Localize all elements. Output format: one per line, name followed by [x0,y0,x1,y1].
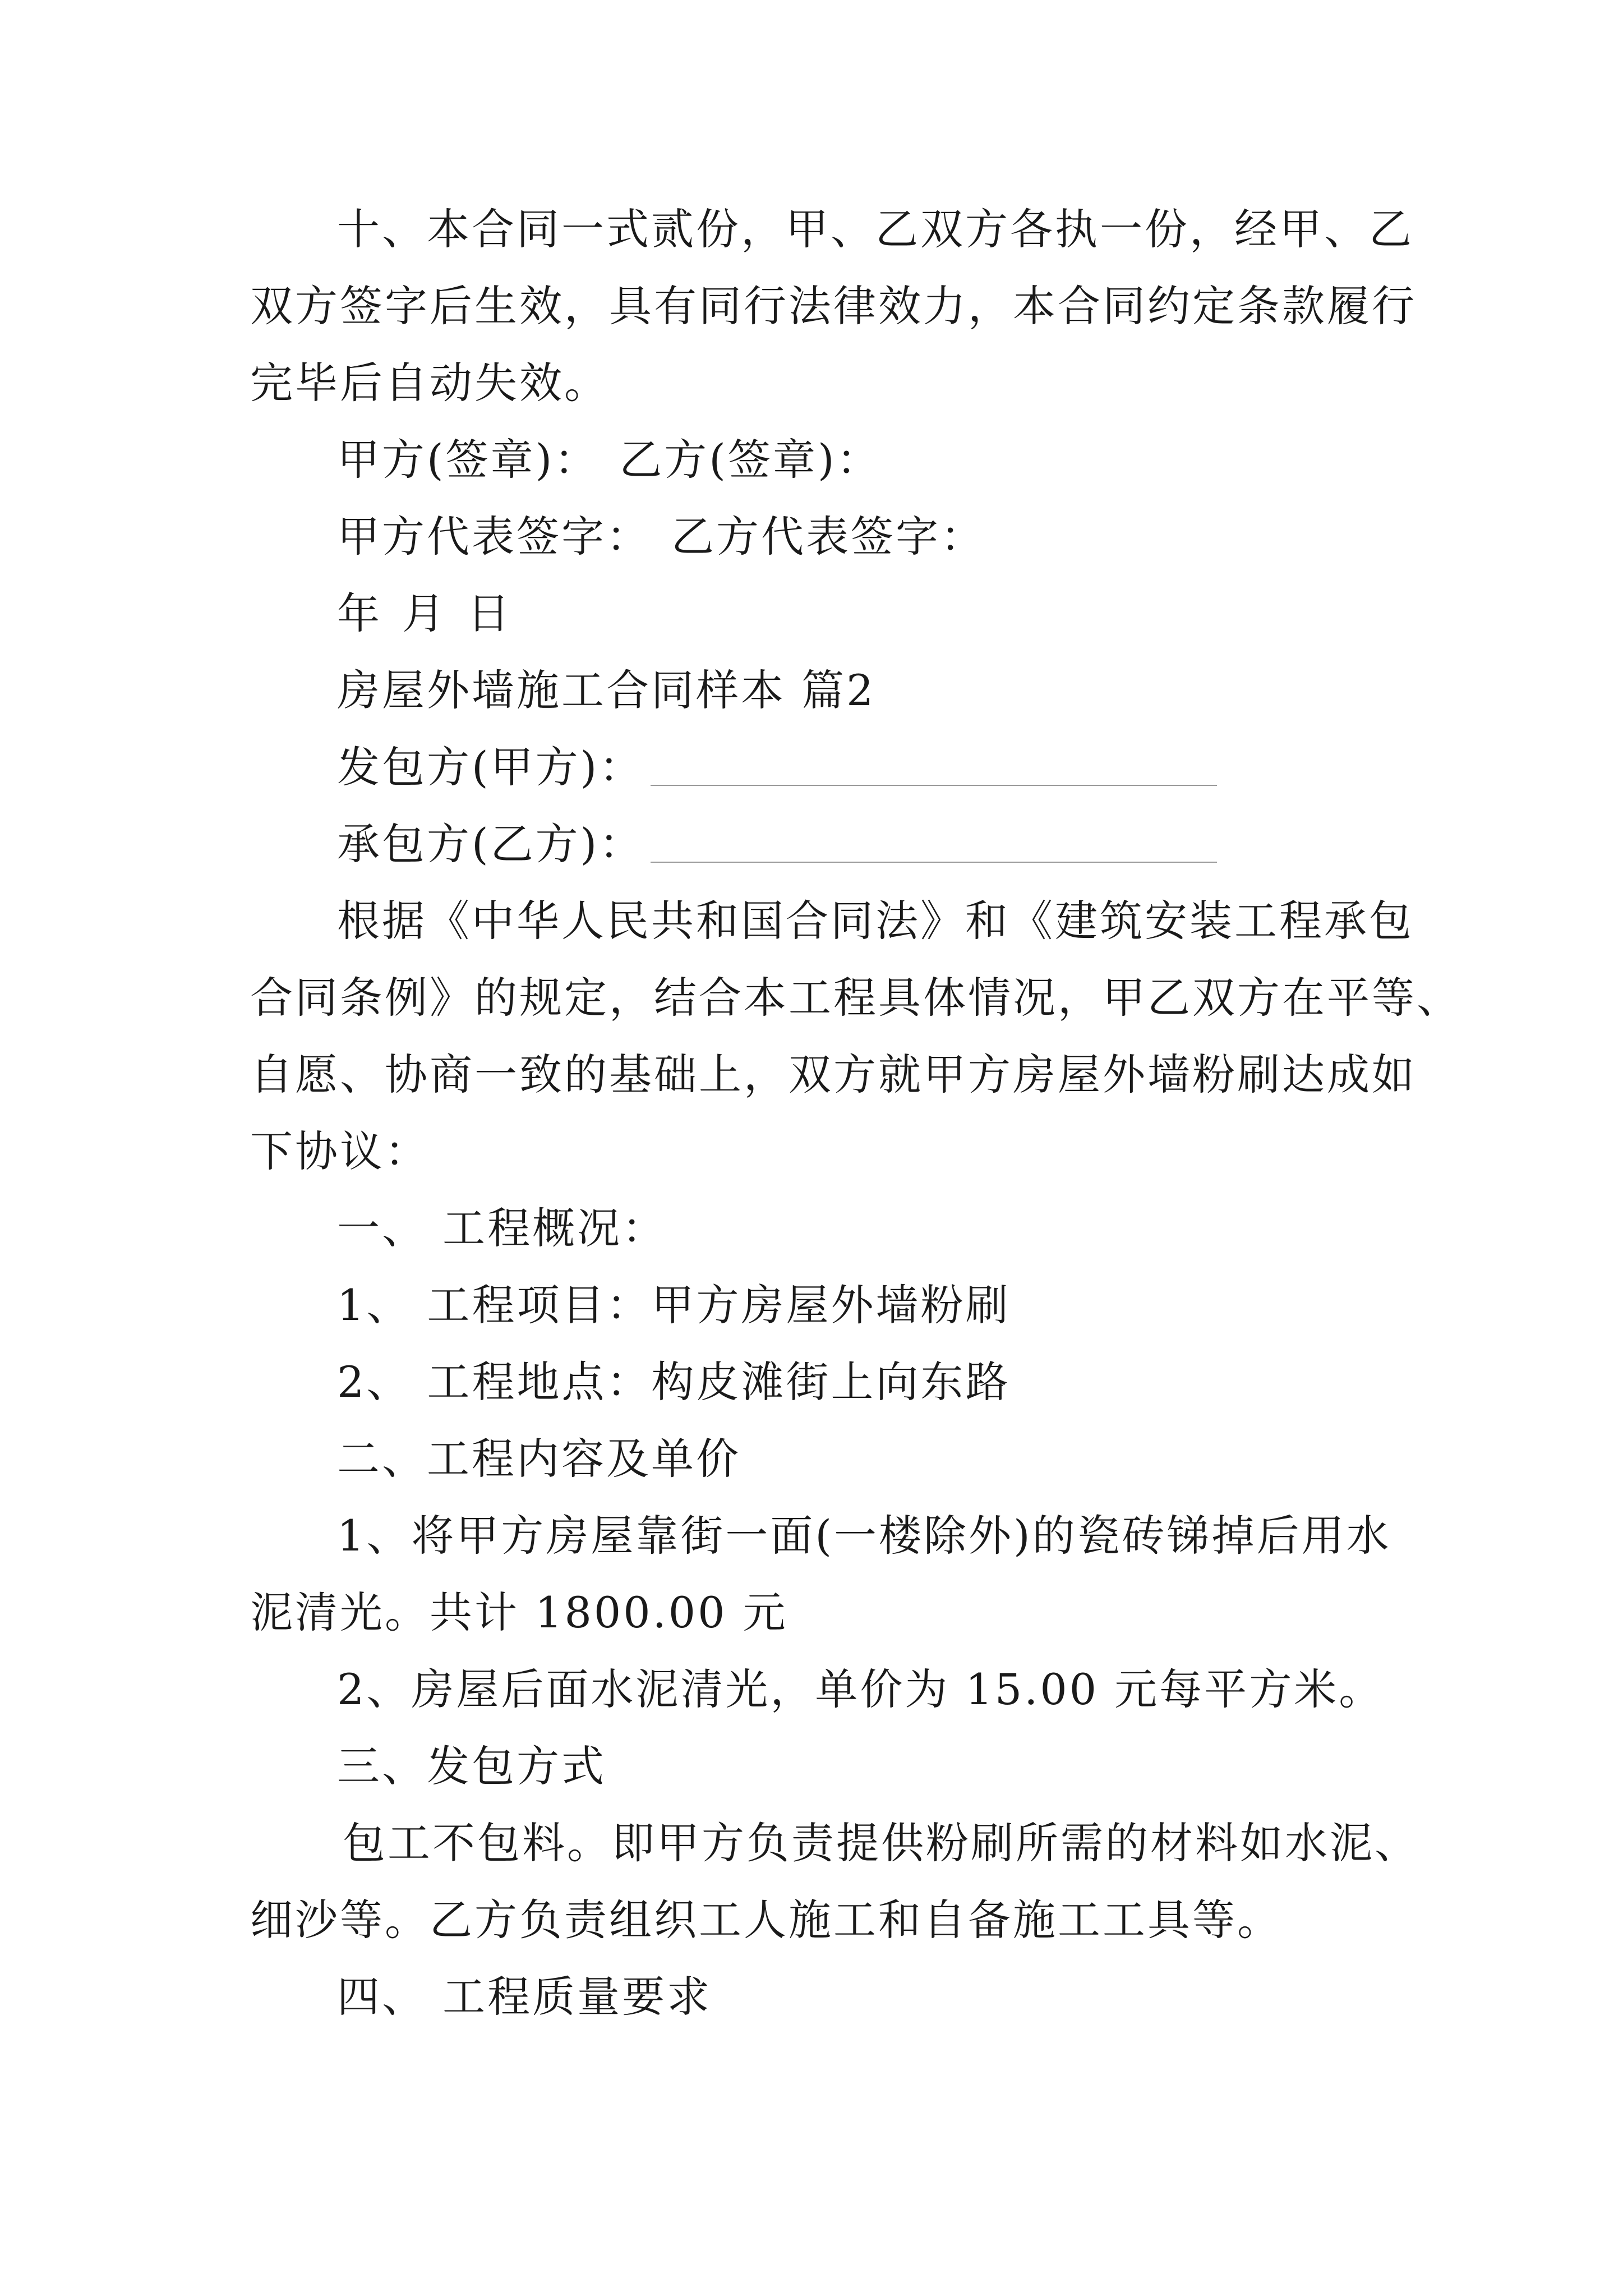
party-a-rep-label: 甲方代表签字： [337,512,651,562]
section-3-body-line-1: 包工不包料。即甲方负责提供粉刷所需的材料如水泥、 [343,1818,1419,1868]
date-line [250,575,1389,652]
section-title: 房屋外墙施工合同样本 篇2 [337,665,876,715]
seal-line [250,421,1389,498]
section-4-heading: 四、 工程质量要求 [337,1972,712,2022]
preamble-line-1: 根据《中华人民共和国合同法》和《建筑安装工程承包 [337,896,1414,946]
clause-10-line-1: 十、本合同一式贰份，甲、乙双方各执一份，经甲、乙 [337,204,1414,254]
section-1-heading: 一、 工程概况： [337,1203,667,1253]
clause-10-line-3: 完毕后自动失效。 [250,358,609,408]
preamble-line-3: 自愿、协商一致的基础上，双方就甲方房屋外墙粉刷达成如 [250,1050,1417,1099]
section-2-item-2: 2、房屋后面水泥清光，单价为 15.00 元每平方米。 [337,1664,1384,1714]
party-a-seal-label: 甲方(签章)： [337,435,600,485]
clause-10-line-2: 双方签字后生效，具有同行法律效力，本合同约定条款履行 [250,281,1417,331]
party-b-seal-label: 乙方(签章)： [619,435,882,485]
employer-label: 发包方(甲方)： [337,742,644,792]
date-year: 年 [337,588,382,638]
section-2-heading: 二、工程内容及单价 [337,1434,741,1484]
contractor-blank [651,862,1217,863]
representative-line [250,498,1389,575]
contract-document [250,191,1461,2035]
section-3-body-line-2: 细沙等。乙方负责组织工人施工和自备施工工具等。 [250,1895,1282,1945]
preamble-line-2: 合同条例》的规定，结合本工程具体情况，甲乙双方在平等、 [250,973,1461,1023]
contractor-line [250,806,1389,882]
date-day: 日 [467,588,512,638]
party-b-rep-label: 乙方代表签字： [671,512,985,562]
section-1-item-1: 1、 工程项目：甲方房屋外墙粉刷 [337,1280,1011,1330]
section-2-item-1-line-2: 泥清光。共计 1800.00 元 [250,1588,788,1637]
employer-blank [651,785,1217,786]
preamble-line-4: 下协议： [250,1126,430,1176]
section-1-item-2: 2、 工程地点：构皮滩街上向东路 [337,1357,1011,1407]
section-3-heading: 三、发包方式 [337,1741,606,1791]
date-month: 月 [402,588,447,638]
contractor-label: 承包方(乙方)： [337,819,644,869]
employer-line [250,729,1389,806]
section-2-item-1-line-1: 1、将甲方房屋靠街一面(一楼除外)的瓷砖锑掉后用水 [337,1511,1391,1561]
